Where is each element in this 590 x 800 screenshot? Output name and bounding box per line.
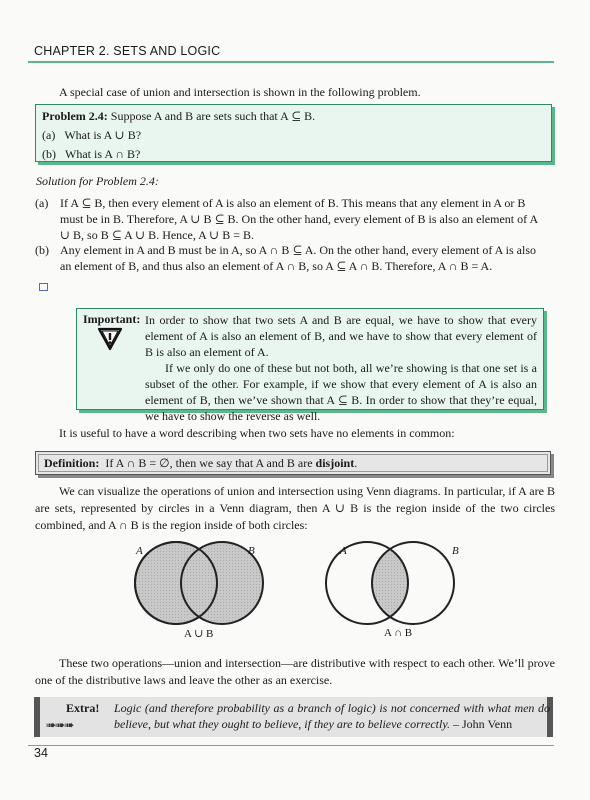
qed-square-icon: [39, 283, 48, 291]
problem-box: [35, 104, 552, 162]
solution-item-text: If A ⊆ B, then every element of A is also an element of B. This means that any element in A or B must be in B. Therefore, A ∪ B ⊆ B. On the other hand, every element of B is also an element of A ∪ B, so B ⊆ A ∪ B. Hence, A ∪ B = B.: [60, 196, 538, 242]
solution-item-label: (a): [35, 196, 49, 210]
venn-intro-paragraph: We can visualize the operations of union and intersection using Venn diagrams. In particular, if A are B are sets, represented by circles in a Venn diagram, then A ∪ B is the region inside of the two circles combined, and A ∩ B is the region inside of both circles:: [35, 484, 555, 532]
solution-item-b: [35, 242, 555, 274]
venn-union-label-b: B: [248, 545, 255, 557]
important-paragraph-2: If we only do one of these but not both, all we’re showing is that one set is a subset of the other. For example, if we show that every element of A is also an element of B, then we’ve shown that A ⊆ B. In order to show that they’re equal, we have to show the reverse as well.: [145, 361, 537, 423]
venn-intersection-label-b: B: [452, 545, 459, 557]
venn-union-label-a: A: [136, 545, 143, 557]
important-label: Important:: [83, 312, 141, 326]
solution-item-a: [35, 195, 555, 243]
solution-item-label: (b): [35, 243, 49, 257]
extra-quote-text: [114, 700, 550, 732]
important-paragraph-1: In order to show that two sets A and B are equal, we have to show that every element of A is also an element of B, and we have to show that every element of B is also an element of A.: [145, 313, 537, 359]
extra-author: – John Venn: [453, 717, 513, 731]
useful-paragraph: It is useful to have a word describing when two sets have no elements in common:: [59, 426, 455, 440]
problem-statement: [42, 107, 545, 126]
venn-intersection-caption: A ∩ B: [384, 627, 413, 639]
footer-rule: [28, 745, 554, 746]
page-number: 34: [34, 746, 48, 760]
arrows-icon: ➠➠➠: [46, 718, 74, 732]
extra-box: [34, 697, 553, 737]
solution-title: Solution for Problem 2.4:: [36, 174, 159, 188]
venn-intersection-label-a: A: [340, 545, 347, 557]
venn-union: [135, 542, 263, 624]
venn-diagrams: [0, 535, 590, 645]
header-rule: [28, 61, 554, 63]
extra-label: Extra!: [66, 701, 100, 715]
definition-content: Definition: If A ∩ B = ∅, then we say that A and B are disjoint.: [44, 456, 358, 470]
extra-quote: Logic (and therefore probability as a branch of logic) is not concerned with what men do believe, but what they ought to believe, if they are to believe correctly.: [114, 701, 550, 731]
definition-label: Definition:: [44, 456, 100, 470]
problem-part-a: (a) What is A ∪ B?: [42, 128, 142, 142]
definition-term: disjoint: [315, 456, 355, 470]
important-box: [76, 308, 544, 423]
important-text: [145, 312, 537, 424]
distributive-paragraph: These two operations—union and intersection—are distributive with respect to each other. We’ll prove one of the distributive laws and leave the other as an exercise.: [35, 656, 555, 687]
venn-union-caption: A ∪ B: [184, 628, 214, 640]
intro-paragraph: A special case of union and intersection is shown in the following problem.: [59, 85, 421, 99]
chapter-header: CHAPTER 2. SETS AND LOGIC: [34, 44, 221, 58]
definition-box: [35, 451, 551, 475]
warning-triangle-icon: [97, 327, 123, 356]
problem-part-b: (b) What is A ∩ B?: [42, 147, 141, 161]
problem-label: Problem 2.4:: [42, 109, 108, 123]
problem-text: Suppose A and B are sets such that A ⊆ B.: [110, 109, 316, 123]
solution-item-text: Any element in A and B must be in A, so A ∩ B ⊆ A. On the other hand, every element of A is also an element of B, and thus also an element of A ∩ B, so A ⊆ A ∩ B. Therefore, A ∩ B = A.: [60, 243, 537, 273]
